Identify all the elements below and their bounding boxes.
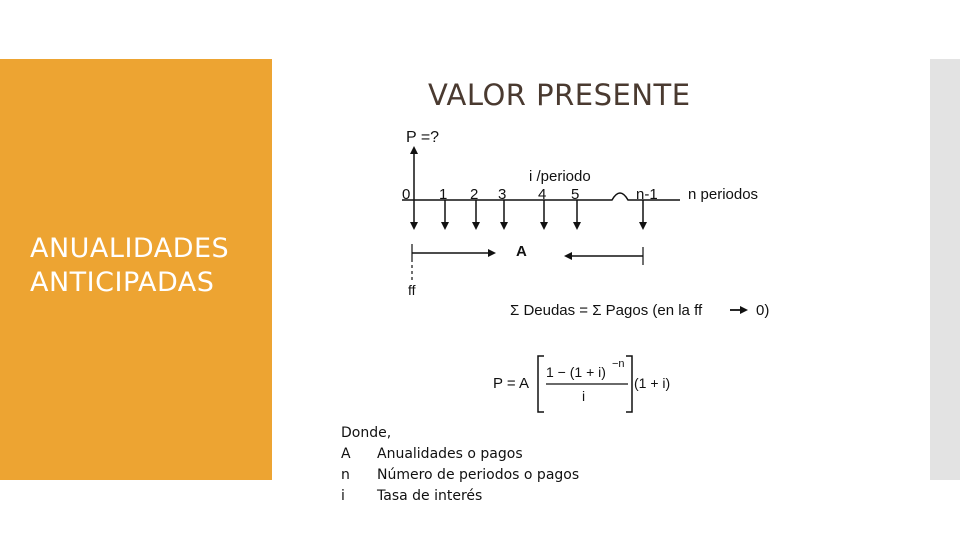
legend-symbol: A xyxy=(341,446,351,462)
formula-factor: (1 + i) xyxy=(634,375,671,391)
legend-intro: Donde, xyxy=(341,425,392,441)
formula-numerator: 1 − (1 + i) xyxy=(546,364,606,380)
equation-text: Σ Deudas = Σ Pagos (en la ff xyxy=(510,302,703,319)
legend-text: Anualidades o pagos xyxy=(377,446,523,462)
cash-flow-diagram xyxy=(390,122,790,422)
tick-label-2: 2 xyxy=(470,186,479,203)
tick-label-1: 1 xyxy=(439,186,448,203)
variable-legend xyxy=(341,423,579,507)
equation-result: 0) xyxy=(756,302,770,319)
side-strip xyxy=(930,59,960,480)
tick-label-4: 4 xyxy=(538,186,547,203)
section-title-line2: ANTICIPADAS xyxy=(30,267,215,298)
formula-left-bracket xyxy=(538,356,544,412)
legend-symbol: i xyxy=(341,488,345,504)
legend-row xyxy=(341,444,579,465)
p-label: P =? xyxy=(406,129,440,146)
formula-lhs: P = A xyxy=(493,375,530,392)
formula-denominator: i xyxy=(582,388,586,404)
section-title xyxy=(30,232,229,300)
payment-arrows xyxy=(414,200,643,228)
tick-label-0: 0 xyxy=(402,186,411,203)
rate-label: i /periodo xyxy=(529,168,591,185)
present-value-formula xyxy=(493,356,670,412)
legend-symbol: n xyxy=(341,467,350,483)
legend-text: Tasa de interés xyxy=(377,488,483,504)
tick-label-n-1: n-1 xyxy=(636,186,658,203)
legend-text: Número de periodos o pagos xyxy=(377,467,580,483)
section-title-line1: ANUALIDADES xyxy=(30,233,230,264)
periods-label: n periodos xyxy=(688,186,759,203)
tick-label-5: 5 xyxy=(571,186,580,203)
legend-row xyxy=(341,465,579,486)
formula-exponent: −n xyxy=(612,358,625,370)
legend-row xyxy=(341,486,579,507)
slide-title: VALOR PRESENTE xyxy=(428,78,691,112)
tick-label-3: 3 xyxy=(498,186,507,203)
annuity-label: A xyxy=(516,243,527,260)
focal-label: ff xyxy=(408,282,416,298)
